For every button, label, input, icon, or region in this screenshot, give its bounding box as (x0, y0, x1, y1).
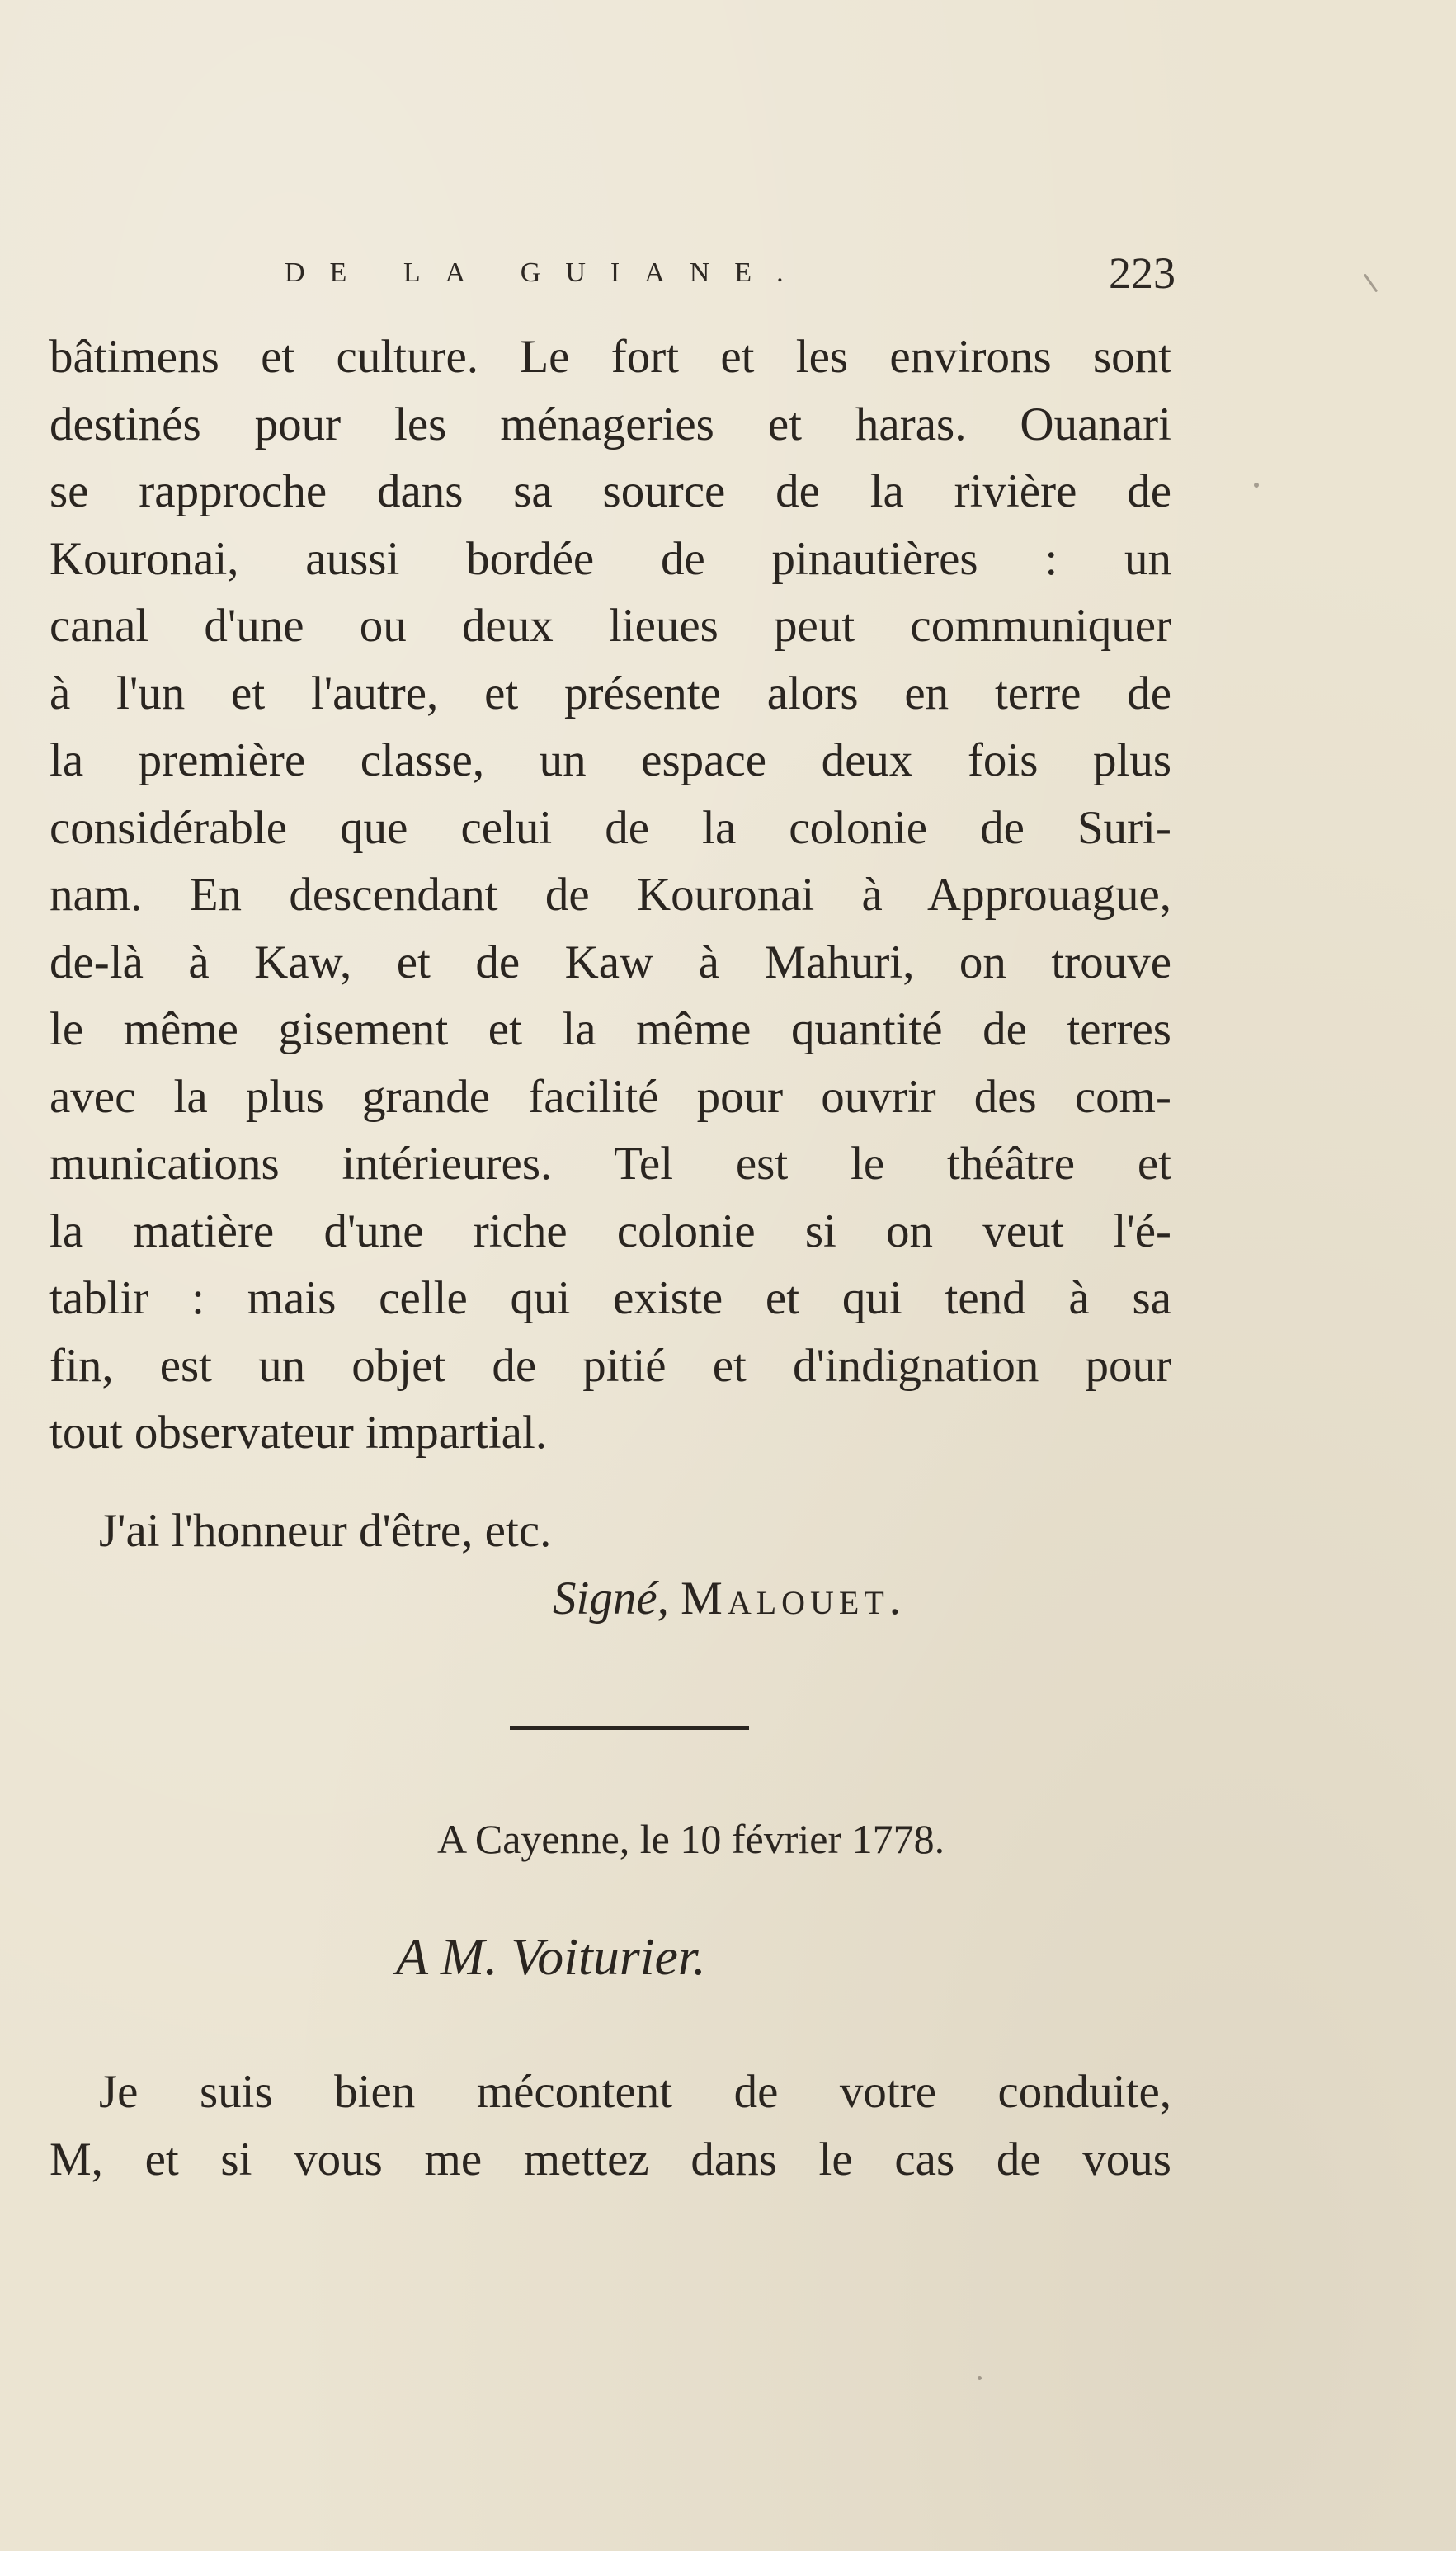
text-line: considérable que celui de la colonie de Suri- (49, 801, 1171, 854)
signature-prefix: Signé, (553, 1573, 669, 1624)
text-line: fin, est un objet de pitié et d'indignation pour (49, 1339, 1171, 1392)
text-line: avec la plus grande facilité pour ouvrir des com- (49, 1070, 1171, 1123)
text-line: tablir : mais celle qui existe et qui tend à sa (49, 1272, 1171, 1324)
text-line: M, et si vous me mettez dans le cas de vous (49, 2133, 1171, 2186)
page-number: 223 (1109, 248, 1176, 298)
text-line: destinés pour les ménageries et haras. Ouanari (49, 398, 1171, 450)
closing-salutation: J'ai l'honneur d'être, etc. (99, 1505, 552, 1557)
text-line: Kouronai, aussi bordée de pinautières : un (49, 532, 1171, 585)
paper-speck (1364, 273, 1378, 292)
text-line: la matière d'une riche colonie si on veut l'é- (49, 1205, 1171, 1257)
signature-name: Malouet. (681, 1573, 907, 1624)
page-header (285, 248, 1176, 314)
next-letter-body (49, 2058, 1171, 2193)
text-line: canal d'une ou deux lieues peut communiquer (49, 600, 1171, 652)
letter-body (49, 323, 1171, 1467)
paper-speck (1254, 483, 1259, 488)
paper-speck (978, 2376, 982, 2380)
text-line: se rapproche dans sa source de la rivière de (49, 465, 1171, 517)
signature (553, 1572, 906, 1625)
text-line: bâtimens et culture. Le fort et les environs sont (49, 331, 1171, 383)
text-line: nam. En descendant de Kouronai à Approuague, (49, 869, 1171, 921)
letter-addressee: A M. Voiturier. (396, 1927, 706, 1986)
text-line: munications intérieures. Tel est le théâtre et (49, 1138, 1171, 1190)
text-line: à l'un et l'autre, et présente alors en terre de (49, 667, 1171, 719)
text-line: de-là à Kaw, et de Kaw à Mahuri, on trouve (49, 936, 1171, 988)
letter-dateline: A Cayenne, le 10 février 1778. (437, 1816, 945, 1862)
text-line: Je suis bien mécontent de votre conduite, (99, 2066, 1171, 2118)
text-line: tout observateur impartial. (49, 1407, 548, 1459)
running-title: DE LA GUIANE. (285, 257, 808, 288)
section-divider (510, 1726, 749, 1730)
text-line: le même gisement et la même quantité de terres (49, 1003, 1171, 1055)
text-line: la première classe, un espace deux fois plus (49, 734, 1171, 786)
